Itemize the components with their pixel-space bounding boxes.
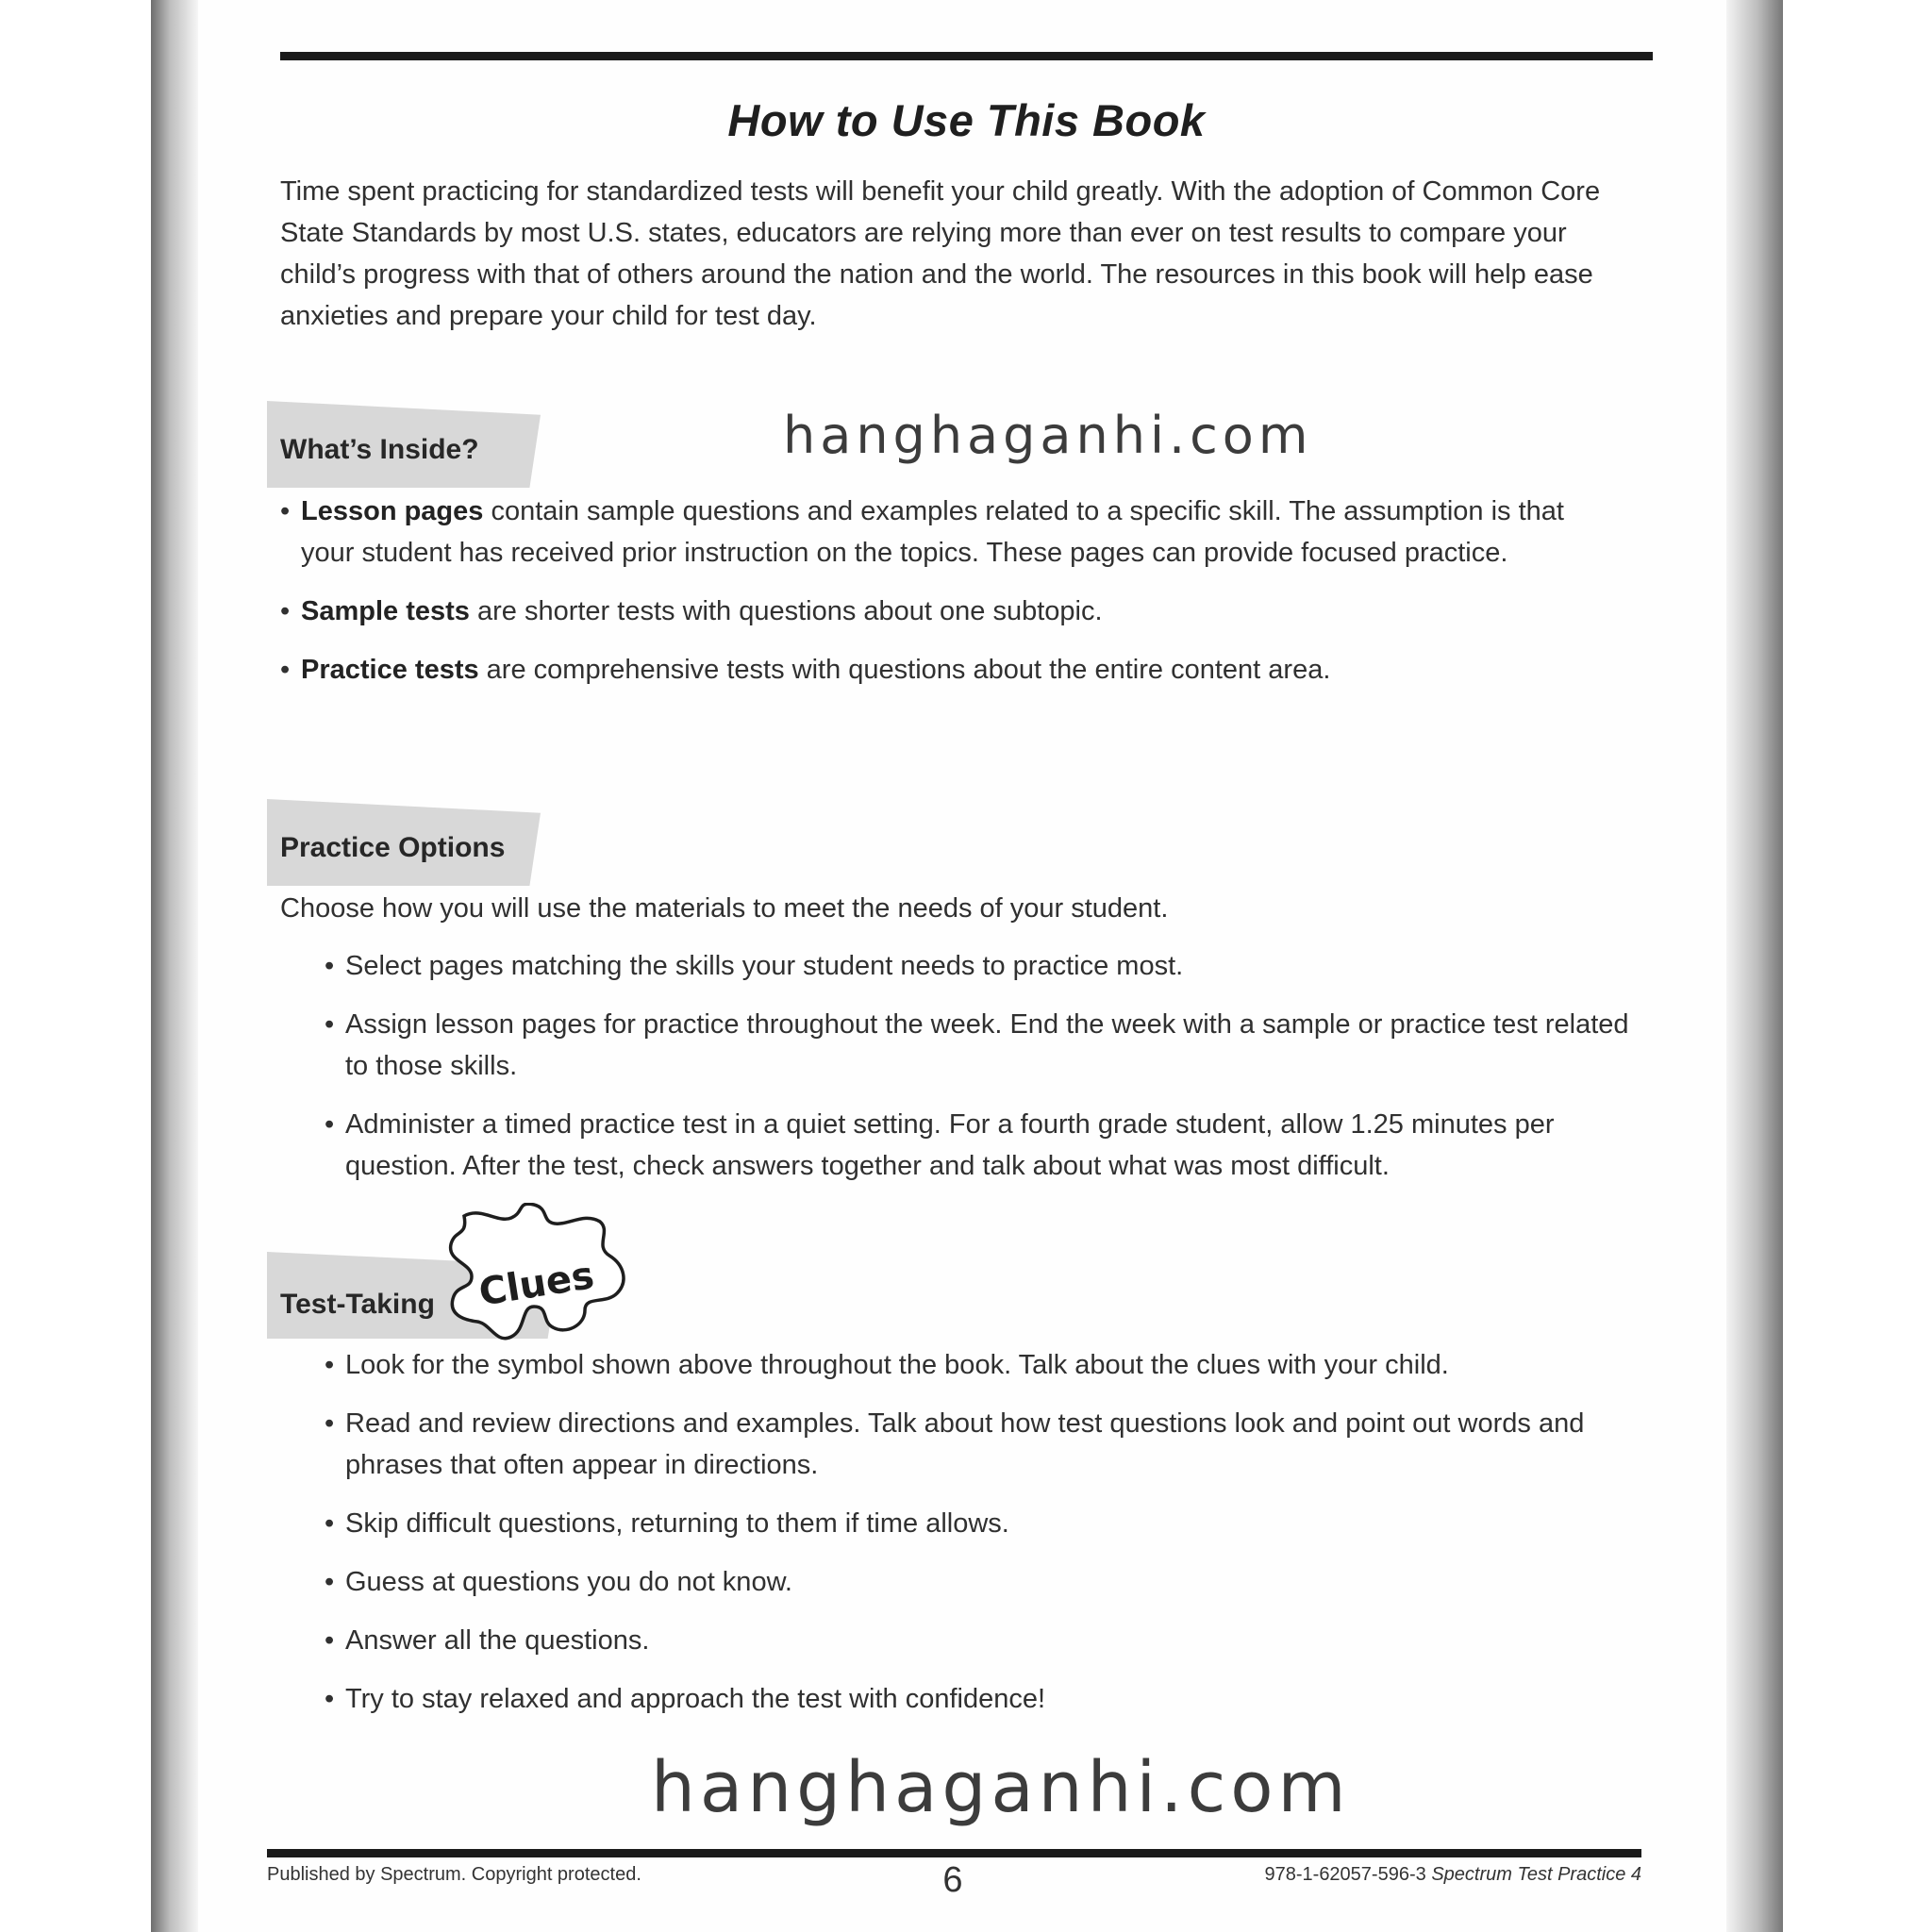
footer-isbn: 978-1-62057-596-3: [1264, 1864, 1426, 1885]
page-shadow-right: [1726, 0, 1783, 1932]
list-item: • Administer a timed practice test in a quiet setting. For a fourth grade student, allow 1.25 minutes per question. After the test, check answers together and talk about what was most difficult.: [325, 1109, 1555, 1181]
footer-isbn-title: [1265, 1864, 1642, 1886]
puzzle-piece-clues-icon: [443, 1203, 632, 1354]
footer-book-title: Spectrum Test Practice 4: [1431, 1864, 1641, 1885]
practice-options-list: [325, 945, 1636, 1204]
watermark-text: hanghaganhi.com: [783, 406, 1313, 465]
list-item: • Look for the symbol shown above throughout the book. Talk about the clues with your child.: [325, 1350, 1449, 1380]
intro-paragraph: Time spent practicing for standardized tests will benefit your child greatly. With the adoption of Common Core State Standards by most U.S. states, educators are relying more than ever on test results to compare your child’s progress with that of others around the nation and the world. The resources in this book will help ease anxieties and prepare your child for test day.: [280, 176, 1601, 331]
list-item: • Assign lesson pages for practice throughout the week. End the week with a sample or practice test related to those skills.: [325, 1009, 1629, 1081]
footer-publisher: Published by Spectrum. Copyright protected.: [267, 1864, 641, 1885]
page-shadow-left: [151, 0, 198, 1932]
list-item: • Guess at questions you do not know.: [325, 1567, 792, 1597]
practice-options-intro: Choose how you will use the materials to meet the needs of your student.: [280, 893, 1169, 924]
list-item: • Read and review directions and examples. Talk about how test questions look and point out words and phrases that often appear in directions.: [325, 1408, 1585, 1480]
clues-icon-text: Clues: [475, 1254, 597, 1315]
watermark-text-large: hanghaganhi.com: [651, 1747, 1351, 1828]
section-heading-practice-options: Practice Options: [280, 832, 506, 863]
section-heading-test-taking: Test-Taking: [280, 1289, 435, 1320]
list-item: • Sample tests are shorter tests with questions about one subtopic.: [280, 596, 1103, 626]
page-number: 6: [942, 1860, 963, 1900]
section-heading-whats-inside: What’s Inside?: [280, 434, 479, 465]
test-taking-list: [325, 1344, 1645, 1737]
list-item: • Lesson pages contain sample questions and examples related to a specific skill. The assumption is that your student has received prior instruction on the topics. These pages can provide focused practice.: [280, 496, 1564, 568]
whats-inside-list: [280, 491, 1620, 708]
bottom-rule: [267, 1849, 1641, 1857]
list-item: • Try to stay relaxed and approach the test with confidence!: [325, 1684, 1046, 1714]
list-item: • Answer all the questions.: [325, 1625, 650, 1656]
page-title: How to Use This Book: [727, 95, 1206, 145]
list-item: • Practice tests are comprehensive tests with questions about the entire content area.: [280, 655, 1331, 685]
list-item: • Skip difficult questions, returning to them if time allows.: [325, 1508, 1009, 1539]
top-rule: [280, 52, 1653, 60]
list-item: • Select pages matching the skills your student needs to practice most.: [325, 951, 1184, 981]
